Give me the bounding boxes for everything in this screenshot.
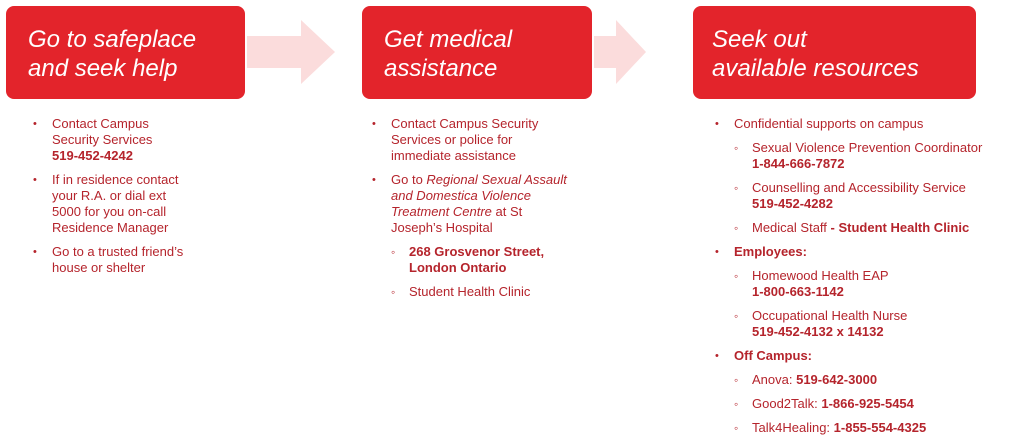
phone-number: 519-452-4132 x 14132 — [752, 324, 884, 339]
list-item: • Go to Regional Sexual Assault and Domestica Violence Treatment Centre at St Joseph’s Hospital ◦ 268 Grosvenor Street, London Ontario ◦ Student Health Clinic — [368, 172, 608, 300]
step-3-title-line-1: Seek out — [712, 26, 807, 53]
phone-number: 1-866-925-5454 — [821, 396, 914, 411]
list-subitem: ◦ 268 Grosvenor Street, London Ontario — [391, 244, 608, 276]
step-1-header — [6, 6, 245, 99]
list-item: • Go to a trusted friend’s house or shelter — [29, 244, 239, 276]
phone-number: 519-642-3000 — [796, 372, 878, 387]
list-item: • Off Campus: ◦ Anova: 519-642-3000 ◦ Good2Talk: 1-866-925-5454 ◦ Talk4Healing: 1-855-554-4325 — [711, 348, 1023, 436]
list-item: • Employees: ◦ Homewood Health EAP 1-800-663-1142 ◦ Occupational Health Nurse 519-452-4132 x 14132 — [711, 244, 1023, 340]
step-2-title-line-2: assistance — [384, 55, 498, 82]
step-2-list — [368, 116, 608, 308]
list-item: • Contact Campus Security Services 519-452-4242 — [29, 116, 239, 164]
step-3-header — [693, 6, 976, 99]
phone-number: 1-844-666-7872 — [752, 156, 845, 171]
right-arrow-icon — [594, 20, 646, 84]
right-arrow-icon — [247, 20, 335, 84]
step-2-header — [362, 6, 592, 99]
step-3-list — [711, 116, 1023, 444]
step-2-title-line-1: Get medical — [384, 26, 513, 53]
phone-number: 519-452-4242 — [52, 148, 133, 163]
step-1-title-line-2: and seek help — [28, 55, 178, 82]
list-subitem: ◦ Good2Talk: 1-866-925-5454 — [734, 396, 1023, 412]
list-item: • Contact Campus Security Services or police for immediate assistance — [368, 116, 608, 164]
list-subitem: ◦ Counselling and Accessibility Service 519-452-4282 — [734, 180, 1023, 212]
phone-number: 519-452-4282 — [752, 196, 833, 211]
list-item: • Confidential supports on campus ◦ Sexual Violence Prevention Coordinator 1-844-666-7872 ◦ Counselling and Accessibility Service 519-452-4282 ◦ Medical Staff - Student Health Clinic — [711, 116, 1023, 236]
step-3-title-line-2: available resources — [712, 55, 919, 82]
list-subitem: ◦ Occupational Health Nurse 519-452-4132 x 14132 — [734, 308, 1023, 340]
list-subitem: ◦ Anova: 519-642-3000 — [734, 372, 1023, 388]
list-subitem: ◦ Medical Staff - Student Health Clinic — [734, 220, 1023, 236]
step-1-title-line-1: Go to safeplace — [28, 26, 197, 53]
step-1-list — [29, 116, 239, 284]
list-subitem: ◦ Sexual Violence Prevention Coordinator 1-844-666-7872 — [734, 140, 1023, 172]
phone-number: 1-855-554-4325 — [833, 420, 927, 435]
list-subitem: ◦ Talk4Healing: 1-855-554-4325 — [734, 420, 1023, 436]
list-item: • If in residence contact your R.A. or dial ext 5000 for you on-call Residence Manager — [29, 172, 239, 236]
list-subitem: ◦ Homewood Health EAP 1-800-663-1142 — [734, 268, 1023, 300]
phone-number: 1-800-663-1142 — [752, 284, 844, 299]
list-subitem: ◦ Student Health Clinic — [391, 284, 608, 300]
